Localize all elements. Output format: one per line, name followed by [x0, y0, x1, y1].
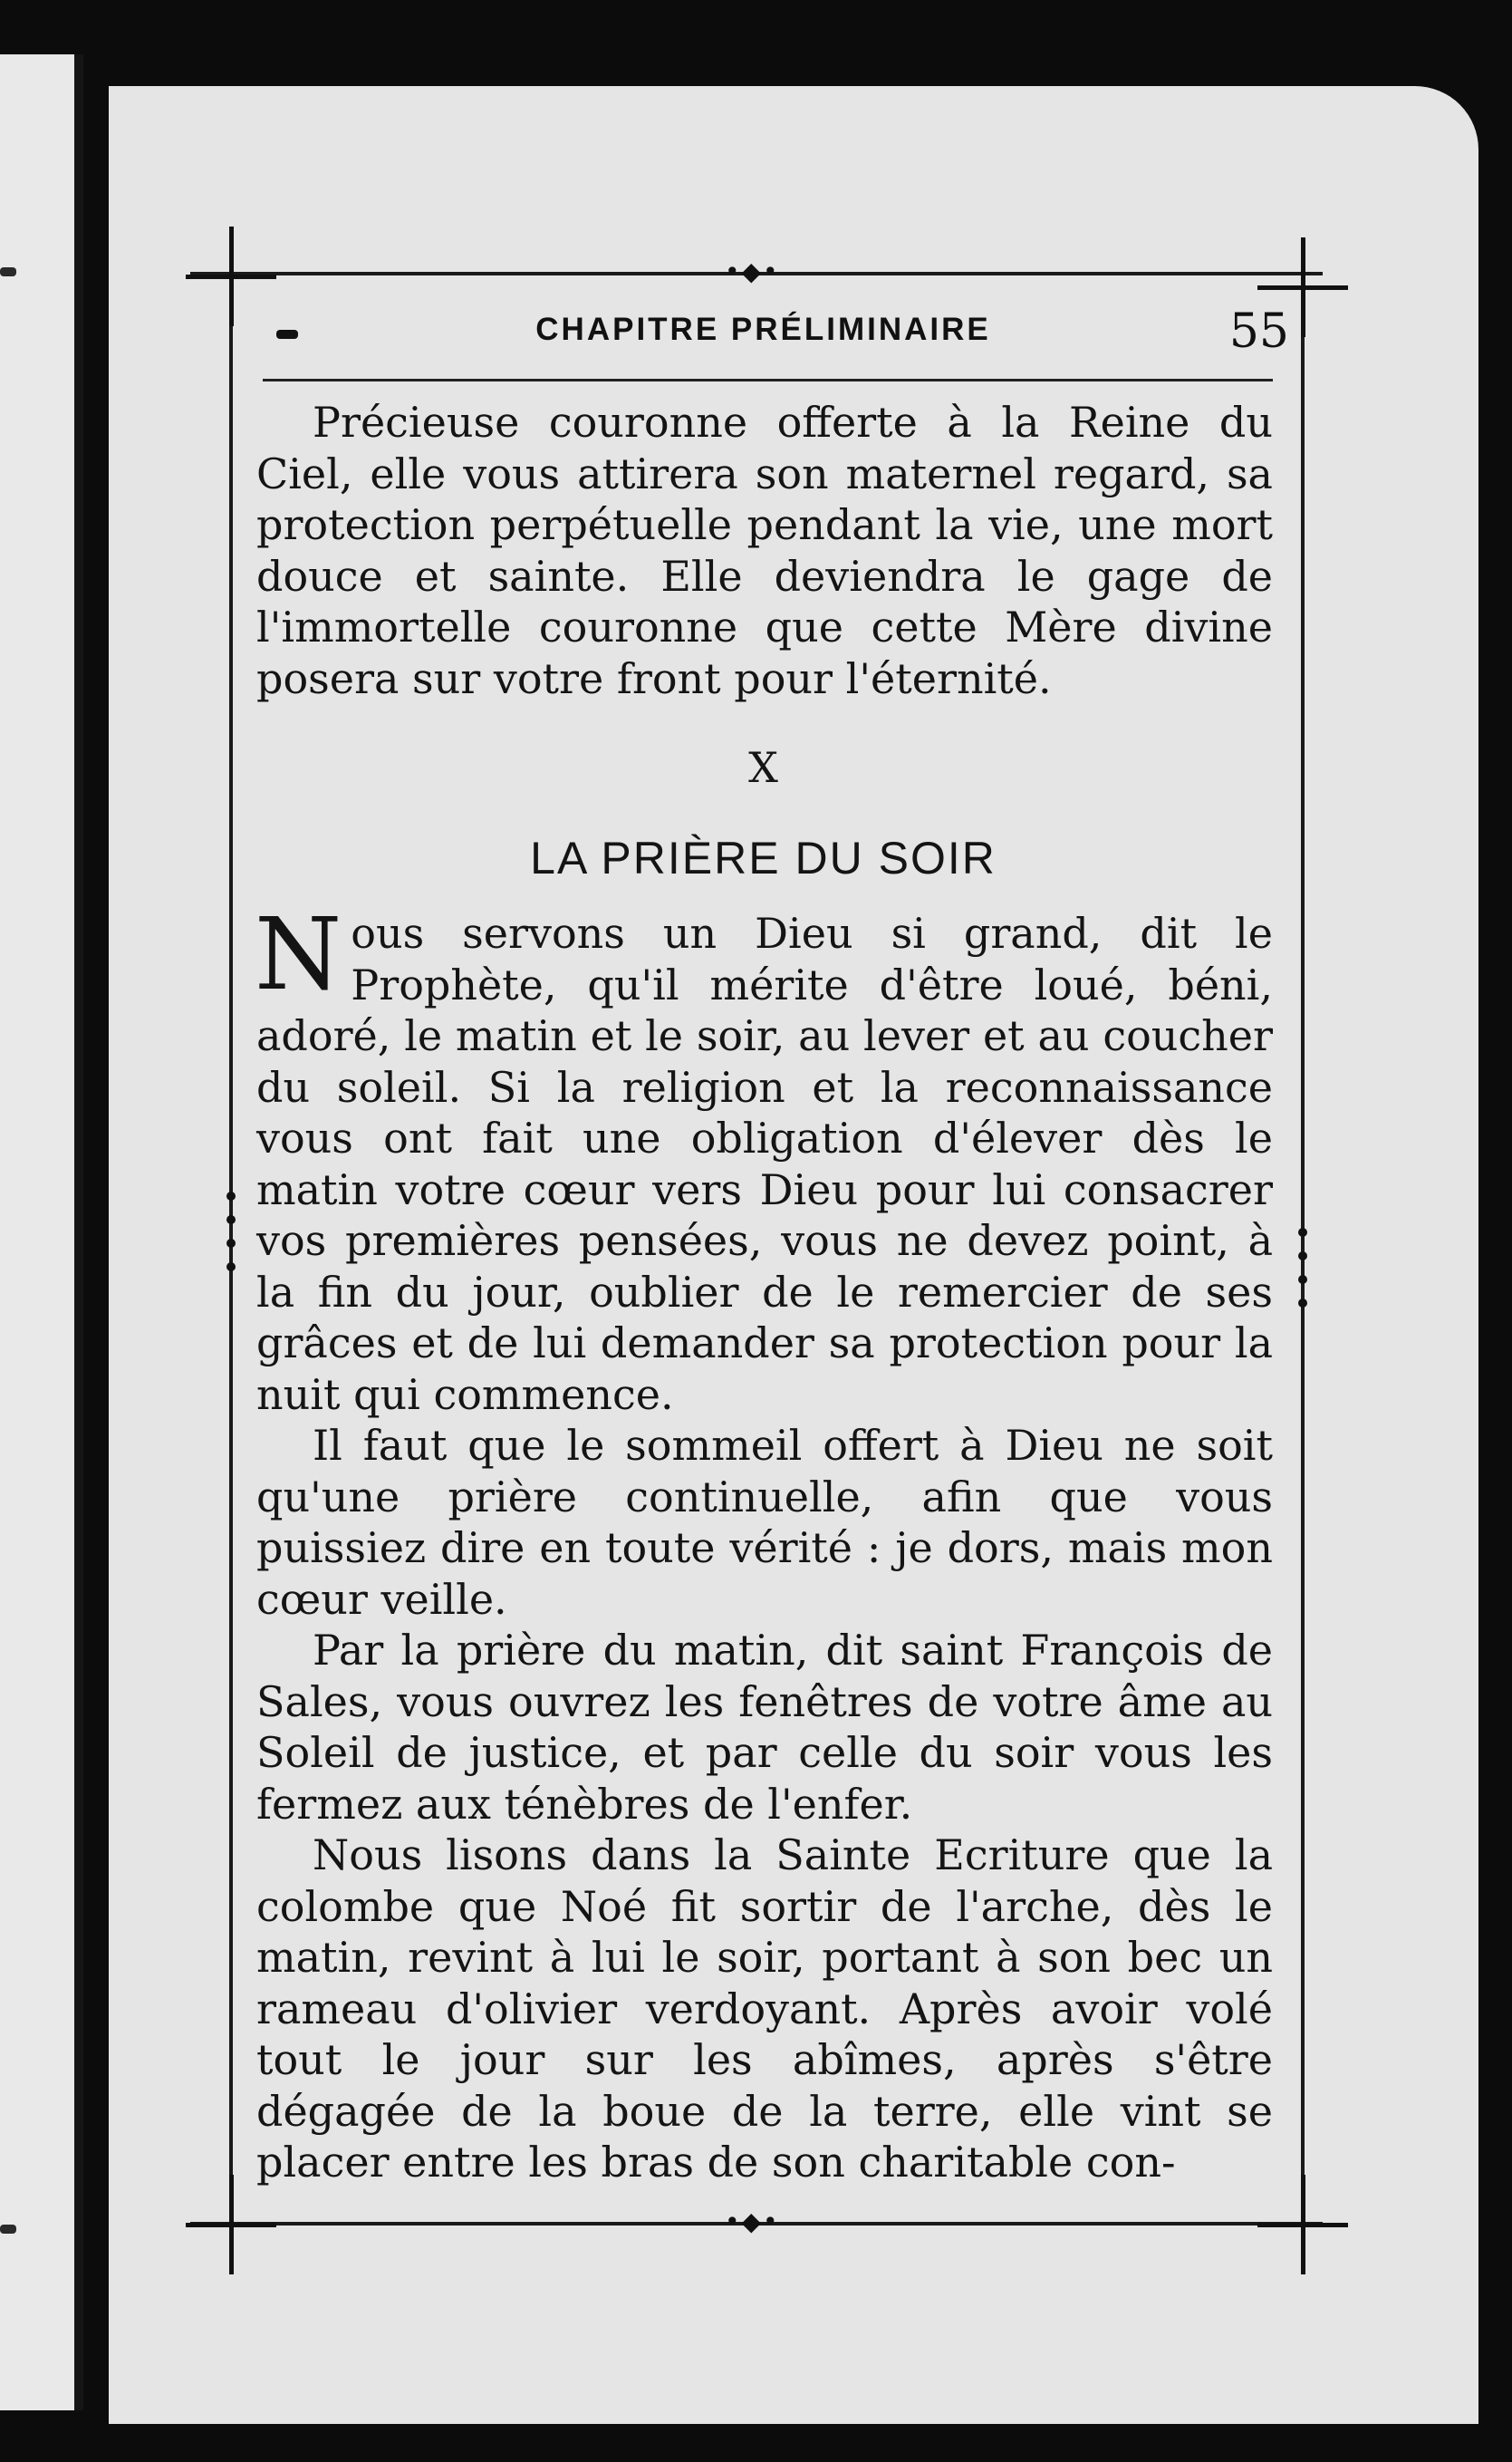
paragraph-2: Il faut que le sommeil offert à Dieu ne soit qu'une prière continuelle, afin que vous puissiez dire en toute vérité : je dors, mais mon cœur veille.: [256, 1421, 1273, 1624]
corner-ornament-bottom-right: [1280, 2175, 1325, 2274]
top-center-ornament: •◆•: [725, 256, 780, 286]
corner-ornament-bottom-left: [208, 2175, 254, 2274]
header-rule: [263, 379, 1273, 381]
bottom-center-ornament: •◆•: [725, 2206, 780, 2236]
frame-fragment: [0, 2225, 16, 2234]
page-gutter-line: [74, 54, 83, 2410]
drop-cap: N: [255, 896, 342, 1012]
frame-fragment: [0, 267, 16, 276]
running-header: [236, 304, 1291, 362]
intro-paragraph: Précieuse couronne offerte à la Reine du Ciel, elle vous attirera son maternel regard, sa protection perpétuelle pendant la vie, une mort douce et sainte. Elle deviendra le gage de l'immortelle couronne que cette Mère divine posera sur votre front pour l'éternité.: [256, 398, 1273, 703]
right-side-ornament: [1298, 1228, 1307, 1322]
page-number: 55: [1228, 304, 1289, 359]
section-number: X: [748, 743, 778, 792]
paragraph-4: Nous lisons dans la Sainte Ecriture que la colombe que Noé fit sortir de l'arche, dès le matin, revint à lui le soir, portant à son bec un rameau d'olivier verdoyant. Après avoir volé tout le jour sur les abîmes, après s'être dégagée de la boue de la terre, elle vint se placer entre les bras de son charitable con-: [256, 1830, 1273, 2187]
chapter-title: CHAPITRE PRÉLIMINAIRE: [535, 312, 991, 347]
paragraph-1: [255, 896, 1273, 1420]
left-side-ornament: [226, 1192, 236, 1286]
intro-paragraph-block: [256, 397, 1273, 704]
paragraph-3: Par la prière du matin, dit saint François de Sales, vous ouvrez les fenêtres de votre âme au Soleil de justice, et par celle du soir vous les fermez aux ténèbres de l'enfer.: [256, 1626, 1273, 1829]
section-title: LA PRIÈRE DU SOIR: [530, 833, 997, 883]
paragraph-1-text: ous servons un Dieu si grand, dit le Prophète, qu'il mérite d'être loué, béni, adoré, le matin et le soir, au lever et au coucher du soleil. Si la religion et la reconnaissance vous ont fait une obligation d'élever dès le matin votre cœur vers Dieu pour lui consacrer vos premières pensées, vous ne devez point, à la fin du jour, oublier de le remercier de ses grâces et de lui demander sa protection pour la nuit qui commence.: [256, 909, 1273, 1419]
adjacent-page-edge: [0, 54, 83, 2410]
body-text: [255, 896, 1273, 2188]
